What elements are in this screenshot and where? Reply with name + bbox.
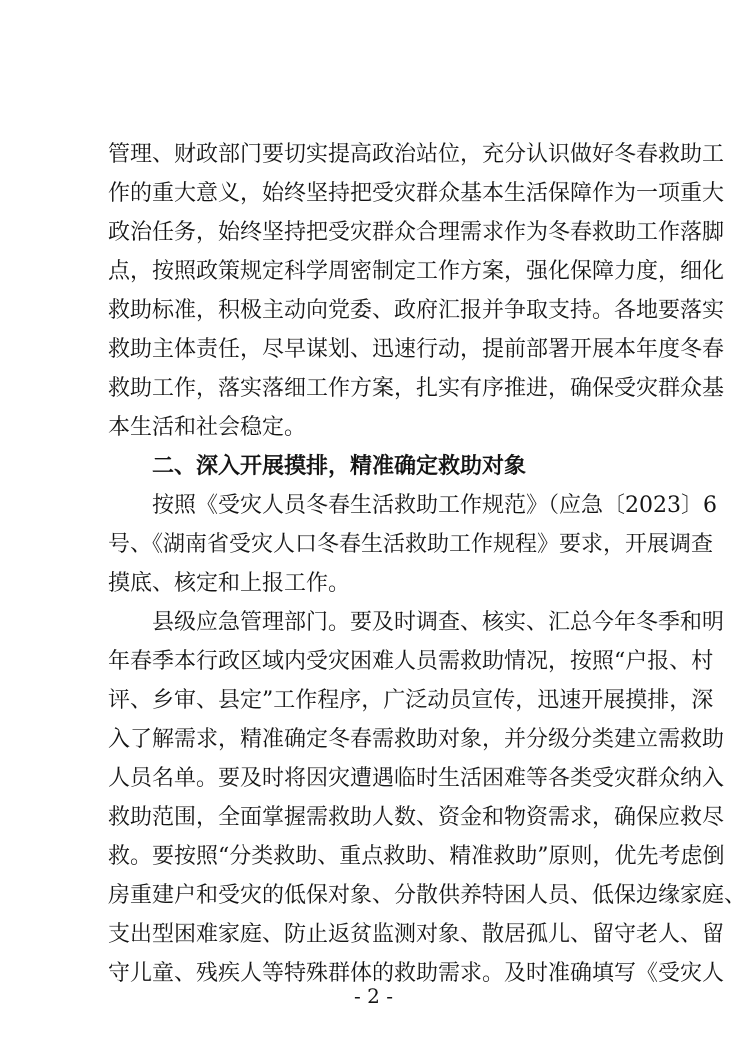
paragraph-line: 入了解需求，精准确定冬春需救助对象，并分级分类建立需救助: [108, 727, 725, 752]
paragraph-line: 支出型困难家庭、防止返贫监测对象、散居孤儿、留守老人、留: [108, 922, 725, 947]
paragraph-text: 要及时调查、核实、汇总今年冬季和明: [350, 610, 725, 635]
paragraph-line: 按照《受灾人员冬春生活救助工作规范》（应急〔2023〕6: [152, 493, 717, 518]
paragraph-lead-in: 县级应急管理部门。: [152, 610, 351, 635]
paragraph-line: 作的重大意义，始终坚持把受灾群众基本生活保障作为一项重大: [108, 181, 725, 206]
paragraph-line: 救。要按照“分类救助、重点救助、精准救助”原则，优先考虑倒: [108, 844, 725, 869]
paragraph-line: 本生活和社会稳定。: [108, 415, 307, 440]
paragraph-line: 救助工作，落实落细工作方案，扎实有序推进，确保受灾群众基: [108, 376, 725, 401]
paragraph-line: 评、乡审、县定”工作程序，广泛动员宣传，迅速开展摸排，深: [108, 688, 714, 713]
paragraph-line: 号、《湖南省受灾人口冬春生活救助工作规程》要求，开展调查: [108, 532, 714, 557]
paragraph-line: 人员名单。要及时将因灾遭遇临时生活困难等各类受灾群众纳入: [108, 766, 725, 791]
paragraph-line: 救助标准，积极主动向党委、政府汇报并争取支持。各地要落实: [108, 298, 725, 323]
section-heading: 二、深入开展摸排，精准确定救助对象: [152, 454, 527, 479]
paragraph-line: 政治任务，始终坚持把受灾群众合理需求作为冬春救助工作落脚: [108, 220, 725, 245]
paragraph-line: 救助范围，全面掌握需救助人数、资金和物资需求，确保应救尽: [108, 805, 725, 830]
paragraph-line: 摸底、核定和上报工作。: [108, 571, 351, 596]
paragraph-first-line: [152, 606, 725, 640]
paragraph-line: 管理、财政部门要切实提高政治站位，充分认识做好冬春救助工: [108, 142, 725, 167]
paragraph-line: 救助主体责任，尽早谋划、迅速行动，提前部署开展本年度冬春: [108, 337, 725, 362]
page-number: - 2 -: [354, 984, 393, 1008]
paragraph-line: 年春季本行政区域内受灾困难人员需救助情况，按照“户报、村: [108, 649, 714, 674]
paragraph-line: 守儿童、残疾人等特殊群体的救助需求。及时准确填写《受灾人: [108, 961, 725, 986]
paragraph-line: 点，按照政策规定科学周密制定工作方案，强化保障力度，细化: [108, 259, 725, 284]
paragraph-line: 房重建户和受灾的低保对象、分散供养特困人员、低保边缘家庭、: [108, 883, 747, 908]
